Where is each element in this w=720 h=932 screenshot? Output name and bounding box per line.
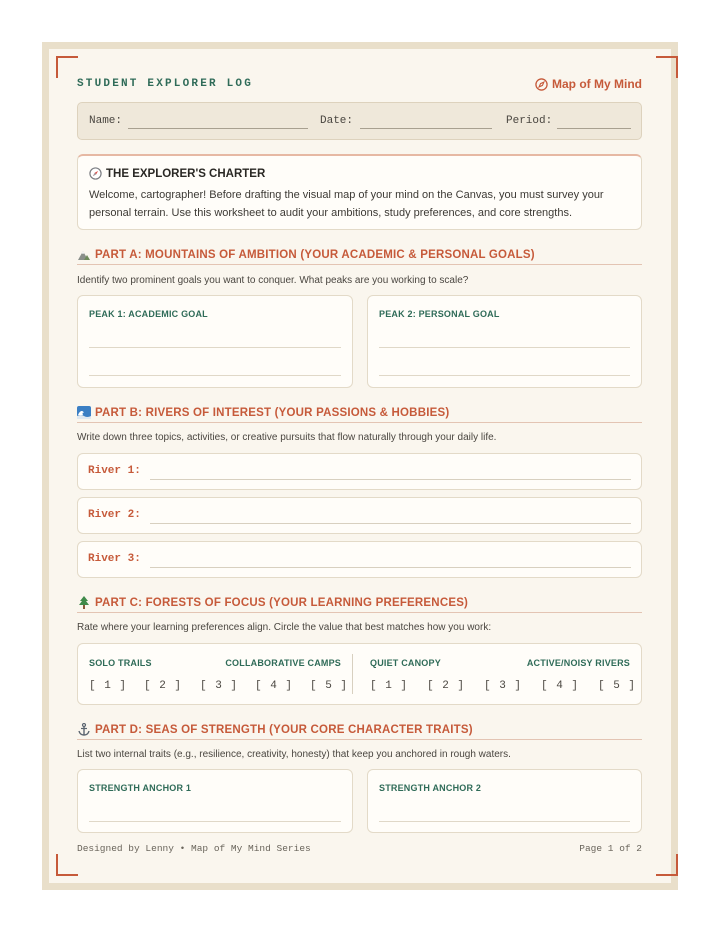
scale-2-left-label: QUIET CANOPY [370, 658, 441, 668]
scale-2-option-5[interactable]: [ 5 ] [598, 680, 637, 692]
peak-1-card[interactable] [77, 295, 353, 388]
scale-1-option-1[interactable]: [ 1 ] [89, 680, 128, 692]
scale-1-option-2[interactable]: [ 2 ] [144, 680, 183, 692]
scale-2-right-label: ACTIVE/NOISY RIVERS [526, 658, 630, 668]
date-field[interactable] [360, 128, 492, 129]
charter-text: Welcome, cartographer! Before drafting the visual map of your mind on the Canvas, you must survey your personal terrain. Use this worksheet to audit your ambitions, study preferences, and core strengths. [89, 189, 604, 219]
compass-icon [89, 167, 102, 180]
scale-divider [352, 654, 353, 694]
writing-line [379, 821, 630, 822]
scale-1-option-3[interactable]: [ 3 ] [200, 680, 239, 692]
corner-mark-bottom-right [656, 854, 678, 876]
part-d-title: PART D: SEAS OF STRENGTH (YOUR CORE CHARACTER TRAITS) [95, 723, 473, 736]
tree-icon [77, 596, 91, 609]
peak-2-label: PEAK 2: PERSONAL GOAL [379, 309, 500, 319]
wave-icon [77, 406, 91, 419]
writing-line [150, 567, 631, 568]
footer-credit: Designed by Lenny • Map of My Mind Series [77, 843, 311, 854]
writing-line [89, 347, 341, 348]
part-a-heading [77, 245, 642, 265]
strength-anchor-2-card[interactable] [367, 769, 642, 833]
part-b-description: Write down three topics, activities, or creative pursuits that flow naturally through your daily life. [77, 432, 497, 443]
peak-2-card[interactable] [367, 295, 642, 388]
compass-icon [535, 78, 548, 91]
period-field[interactable] [557, 128, 631, 129]
writing-line [150, 523, 631, 524]
writing-line [379, 375, 630, 376]
brand-label: Map of My Mind [552, 77, 642, 91]
river-1-field[interactable] [77, 453, 642, 490]
part-c-heading [77, 593, 642, 613]
name-label: Name: [89, 115, 123, 127]
date-label: Date: [320, 115, 354, 127]
explorer-charter [77, 154, 642, 230]
scale-1-right-label: COLLABORATIVE CAMPS [225, 658, 341, 668]
part-c-title: PART C: FORESTS OF FOCUS (YOUR LEARNING PREFERENCES) [95, 596, 469, 609]
part-b-title: PART B: RIVERS OF INTEREST (YOUR PASSIONS & HOBBIES) [95, 406, 450, 419]
scale-2-option-4[interactable]: [ 4 ] [541, 680, 580, 692]
river-2-field[interactable] [77, 497, 642, 534]
writing-line [89, 821, 341, 822]
river-3-label: River 3: [88, 553, 141, 565]
scale-2-option-2[interactable]: [ 2 ] [427, 680, 466, 692]
charter-title: THE EXPLORER'S CHARTER [106, 167, 266, 180]
anchor-icon [77, 723, 91, 736]
scale-2-option-3[interactable]: [ 3 ] [484, 680, 523, 692]
scale-2-option-1[interactable]: [ 1 ] [370, 680, 409, 692]
corner-mark-top-right [656, 56, 678, 78]
part-d-heading [77, 720, 642, 740]
charter-title-row [89, 167, 265, 180]
part-d-description: List two internal traits (e.g., resilience, creativity, honesty) that keep you anchored in rough waters. [77, 749, 511, 760]
scale-1-left-label: SOLO TRAILS [89, 658, 152, 668]
part-a-title: PART A: MOUNTAINS OF AMBITION (YOUR ACADEMIC & PERSONAL GOALS) [95, 248, 535, 261]
part-a-description: Identify two prominent goals you want to conquer. What peaks are you working to scale? [77, 275, 469, 286]
peak-1-label: PEAK 1: ACADEMIC GOAL [89, 309, 208, 319]
strength-anchor-1-label: STRENGTH ANCHOR 1 [89, 783, 192, 793]
writing-line [89, 375, 341, 376]
part-c-description: Rate where your learning preferences align. Circle the value that best matches how you work: [77, 622, 492, 633]
river-3-field[interactable] [77, 541, 642, 578]
writing-line [379, 347, 630, 348]
corner-mark-top-left [56, 56, 78, 78]
learning-preferences-card [77, 643, 642, 705]
period-label: Period: [506, 115, 553, 127]
part-b-heading [77, 403, 642, 423]
mountain-icon [77, 248, 91, 261]
scale-1-option-4[interactable]: [ 4 ] [255, 680, 294, 692]
log-title: STUDENT EXPLORER LOG [77, 78, 254, 90]
river-1-label: River 1: [88, 465, 141, 477]
strength-anchor-1-card[interactable] [77, 769, 353, 833]
river-2-label: River 2: [88, 509, 141, 521]
brand [535, 77, 642, 91]
scale-1-option-5[interactable]: [ 5 ] [310, 680, 349, 692]
corner-mark-bottom-left [56, 854, 78, 876]
name-field[interactable] [128, 128, 308, 129]
page-number: Page 1 of 2 [579, 843, 642, 854]
strength-anchor-2-label: STRENGTH ANCHOR 2 [379, 783, 482, 793]
writing-line [150, 479, 631, 480]
student-info-bar [77, 102, 642, 140]
